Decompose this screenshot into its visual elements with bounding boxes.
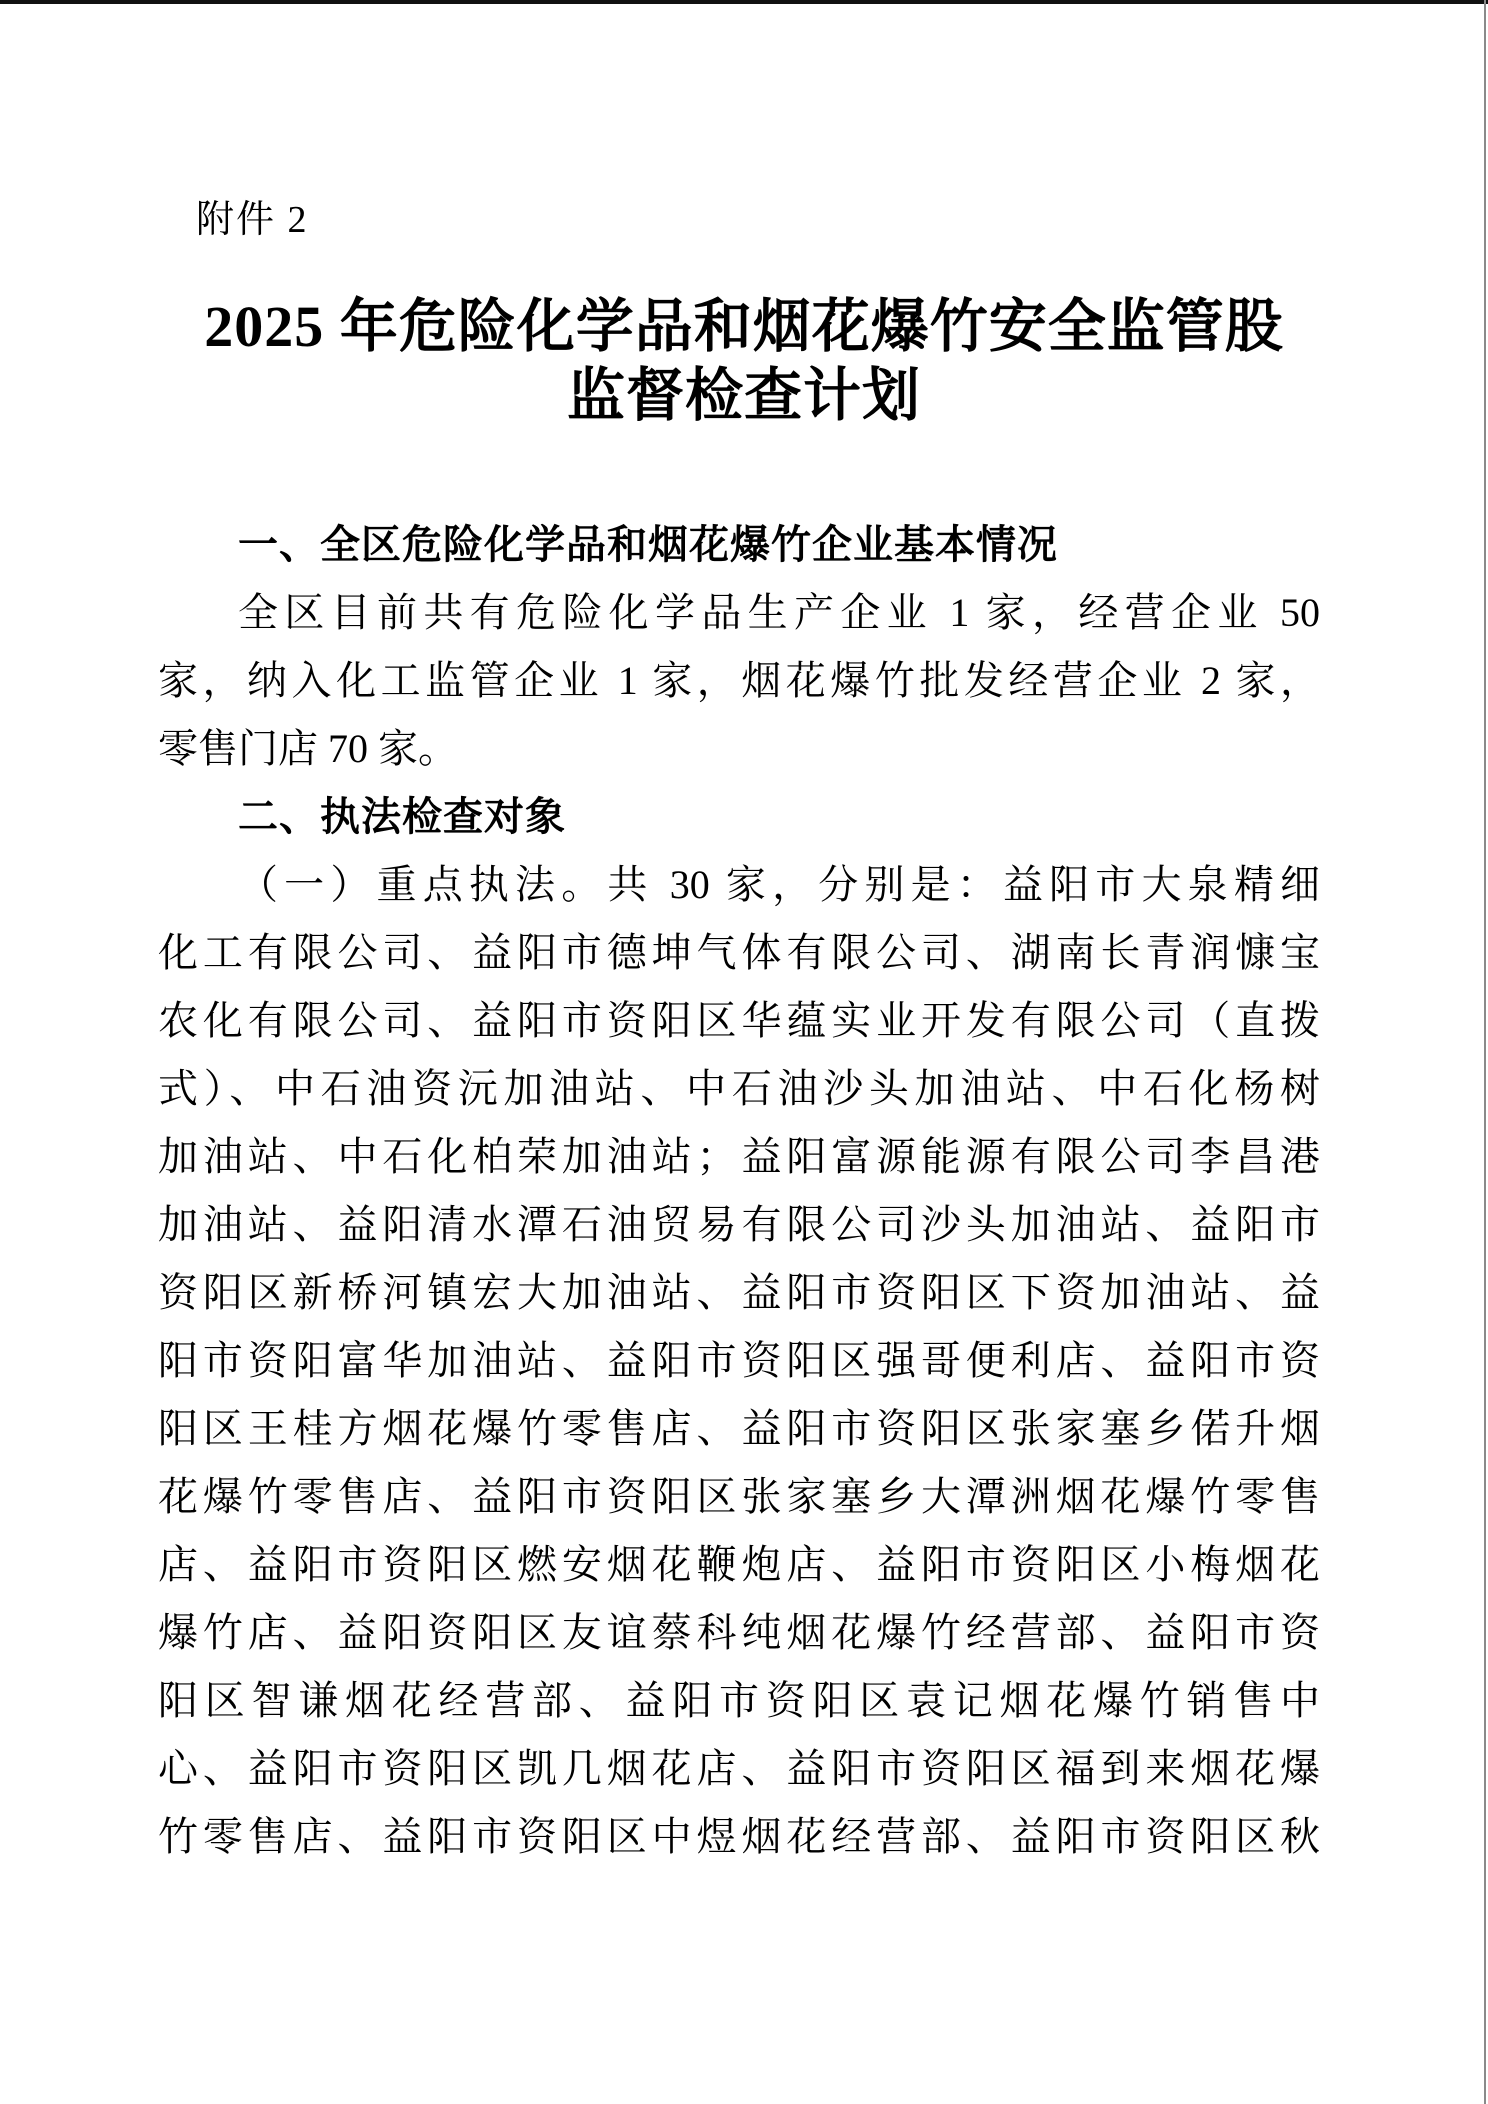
document-title <box>158 292 1330 430</box>
text-line: 花爆竹零售店、益阳市资阳区张家塞乡大潭洲烟花爆竹零售 <box>158 1474 1320 1519</box>
top-edge-divider <box>0 0 1488 4</box>
attachment-label: 附件 2 <box>196 199 309 241</box>
text-line: 零售门店 70 家。 <box>158 726 458 771</box>
text-line: 式）、中石油资沅加油站、中石油沙头加油站、中石化杨树 <box>158 1066 1320 1111</box>
text-line: 加油站、中石化柏荣加油站；益阳富源能源有限公司李昌港 <box>158 1134 1320 1179</box>
text-line: 加油站、益阳清水潭石油贸易有限公司沙头加油站、益阳市 <box>158 1202 1320 1247</box>
text-line: 农化有限公司、益阳市资阳区华蕴实业开发有限公司（直拨 <box>158 998 1320 1043</box>
text-line: 阳区智谦烟花经营部、益阳市资阳区袁记烟花爆竹销售中 <box>158 1678 1320 1723</box>
text-line: 阳市资阳富华加油站、益阳市资阳区强哥便利店、益阳市资 <box>158 1338 1320 1383</box>
text-line: 竹零售店、益阳市资阳区中煜烟花经营部、益阳市资阳区秋 <box>158 1814 1320 1859</box>
document-title-line-2: 监督检查计划 <box>566 363 921 428</box>
document-body <box>158 511 1320 1871</box>
text-line: （一）重点执法。共 30 家，分别是：益阳市大泉精细 <box>238 862 1320 907</box>
text-line: 店、益阳市资阳区燃安烟花鞭炮店、益阳市资阳区小梅烟花 <box>158 1542 1320 1587</box>
text-line: 资阳区新桥河镇宏大加油站、益阳市资阳区下资加油站、益 <box>158 1270 1320 1315</box>
text-line: 心、益阳市资阳区凯几烟花店、益阳市资阳区福到来烟花爆 <box>158 1746 1320 1791</box>
text-line: 化工有限公司、益阳市德坤气体有限公司、湖南长青润慷宝 <box>158 930 1320 975</box>
text-line: 家，纳入化工监管企业 1 家，烟花爆竹批发经营企业 2 家， <box>158 658 1320 703</box>
text-line: 爆竹店、益阳资阳区友谊蔡科纯烟花爆竹经营部、益阳市资 <box>158 1610 1320 1655</box>
page-right-edge <box>1484 0 1486 2104</box>
text-line: 全区目前共有危险化学品生产企业 1 家，经营企业 50 <box>238 590 1320 635</box>
section-2-heading: 二、执法检查对象 <box>238 795 566 839</box>
section-1-heading: 一、全区危险化学品和烟花爆竹企业基本情况 <box>238 523 1058 567</box>
section-1-paragraph <box>158 579 1320 783</box>
section-2-paragraph <box>158 851 1320 1871</box>
text-line: 阳区王桂方烟花爆竹零售店、益阳市资阳区张家塞乡偌升烟 <box>158 1406 1320 1451</box>
document-title-line-1: 2025 年危险化学品和烟花爆竹安全监管股 <box>204 294 1284 359</box>
